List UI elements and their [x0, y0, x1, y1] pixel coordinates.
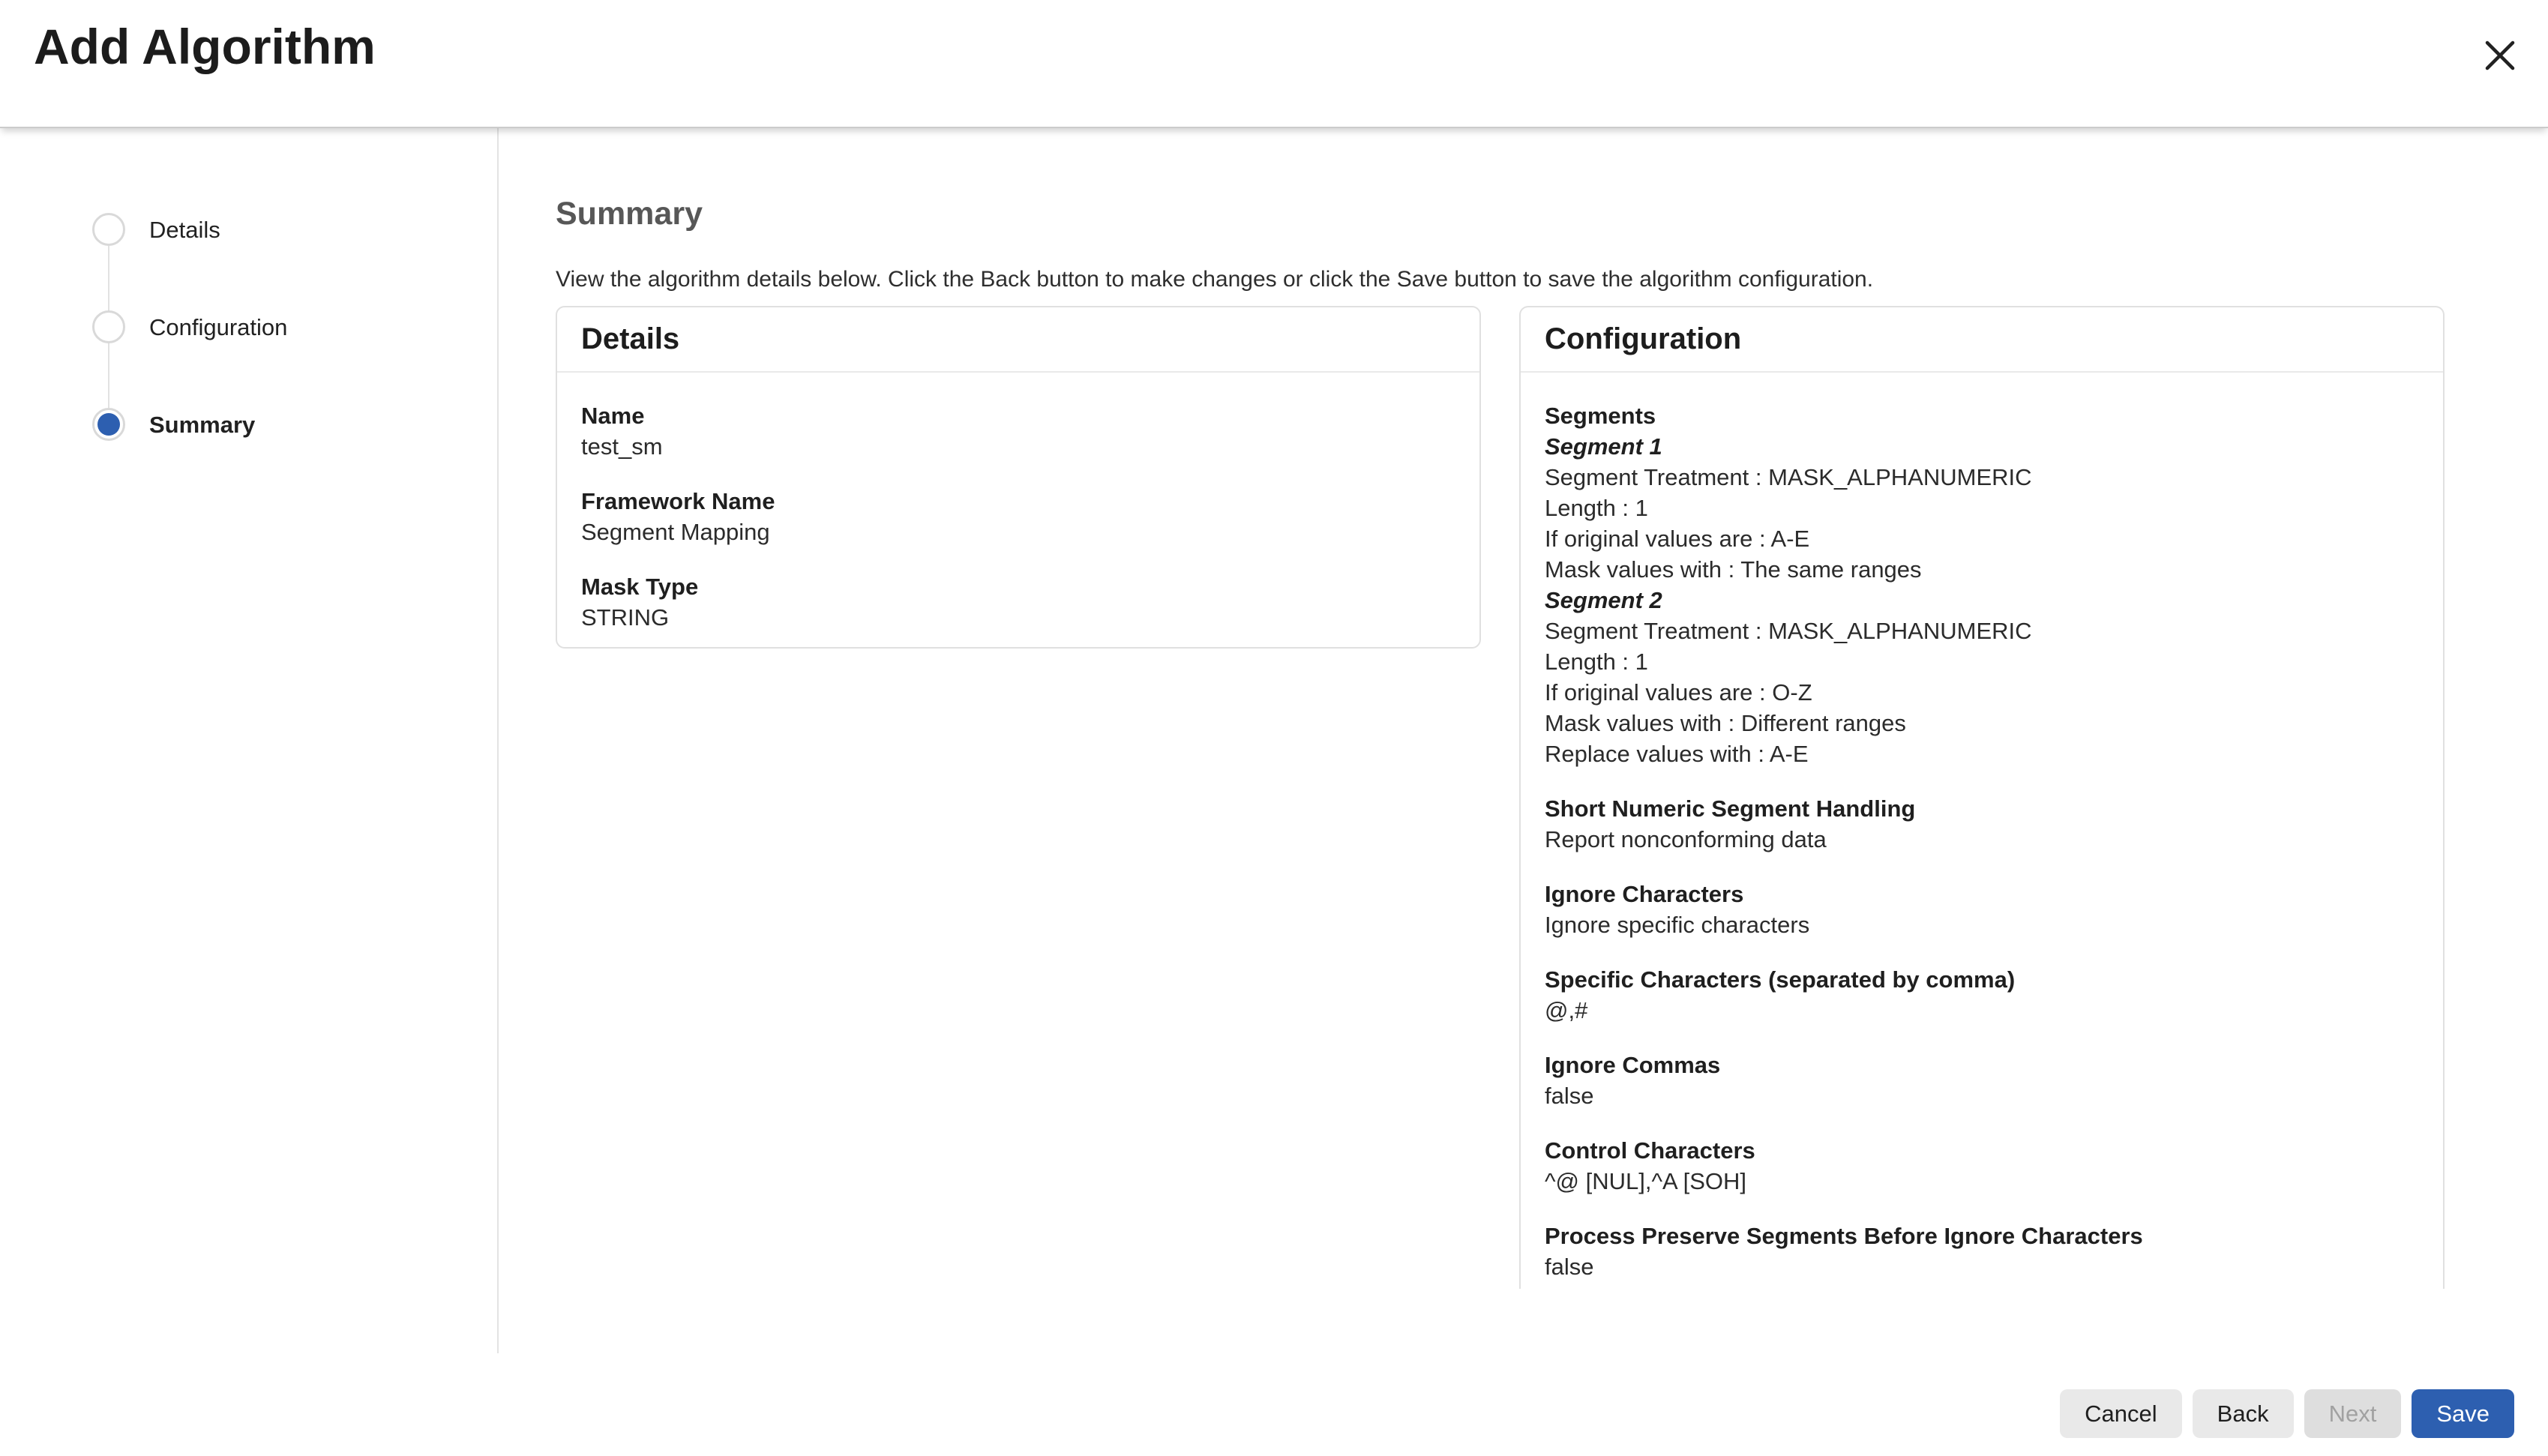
- page-description: View the algorithm details below. Click the Back button to make changes or click the Save button to save the algorithm configuration.: [556, 267, 1874, 292]
- step-label: Configuration: [149, 313, 288, 340]
- next-button: Next: [2304, 1389, 2402, 1438]
- details-card-body: [557, 373, 1479, 647]
- dialog-footer: [0, 1353, 2548, 1456]
- step-circle-icon: [92, 310, 125, 343]
- field-group: [581, 571, 1455, 633]
- field-label: Framework Name: [581, 488, 775, 514]
- configuration-card-title: Configuration: [1521, 307, 2443, 373]
- step-circle-icon: [92, 213, 125, 246]
- field-group: [581, 486, 1455, 547]
- field-label: Process Preserve Segments Before Ignore Characters: [1545, 1223, 2143, 1249]
- stepper-step-configuration[interactable]: [0, 278, 497, 376]
- segment-detail-line: If original values are : A-E: [1545, 526, 1810, 552]
- stepper-step-summary[interactable]: [0, 376, 497, 473]
- configuration-card-body: [1521, 373, 2443, 1289]
- field-value: false: [1545, 1254, 1594, 1280]
- stepper-step-details[interactable]: [0, 181, 497, 278]
- details-card-title: Details: [557, 307, 1479, 373]
- field-value: Segment Mapping: [581, 519, 770, 545]
- configuration-card: [1519, 306, 2445, 1289]
- close-icon: [2484, 40, 2516, 71]
- wizard-sidebar: [0, 128, 499, 1353]
- segment-detail-line: Length : 1: [1545, 495, 1648, 521]
- field-group: [1545, 1135, 2419, 1197]
- field-label: Ignore Commas: [1545, 1052, 1721, 1078]
- save-button[interactable]: Save: [2412, 1389, 2514, 1438]
- dialog-title: Add Algorithm: [34, 19, 376, 74]
- field-group: [1545, 793, 2419, 855]
- page-title: Summary: [556, 196, 703, 232]
- footer-button-row: [2060, 1389, 2514, 1456]
- field-value: STRING: [581, 604, 670, 631]
- field-value: @,#: [1545, 997, 1588, 1023]
- field-value: test_sm: [581, 433, 663, 460]
- field-group: [581, 400, 1455, 462]
- field-label: Control Characters: [1545, 1137, 1755, 1164]
- step-label: Summary: [149, 411, 256, 438]
- field-group: [1545, 879, 2419, 940]
- segments-heading: Segments: [1545, 403, 1656, 429]
- summary-panel: [499, 128, 2548, 1353]
- segment-detail-line: If original values are : O-Z: [1545, 679, 1812, 706]
- segment-detail-line: Mask values with : The same ranges: [1545, 556, 1922, 583]
- segment-name: Segment 1: [1545, 433, 1662, 460]
- field-label: Mask Type: [581, 574, 699, 600]
- field-value: ^@ [NUL],^A [SOH]: [1545, 1168, 1747, 1194]
- details-card: [556, 306, 1481, 649]
- step-label: Details: [149, 216, 220, 243]
- field-group: [1545, 1221, 2419, 1282]
- close-button[interactable]: [2479, 34, 2521, 76]
- field-label: Short Numeric Segment Handling: [1545, 795, 1916, 822]
- segment-name: Segment 2: [1545, 587, 1662, 613]
- segment-detail-line: Replace values with : A-E: [1545, 741, 1809, 767]
- wizard-stepper: [0, 181, 497, 473]
- field-label: Ignore Characters: [1545, 881, 1744, 907]
- segment-detail-line: Mask values with : Different ranges: [1545, 710, 1906, 736]
- field-value: Ignore specific characters: [1545, 912, 1810, 938]
- segments-block: [1545, 400, 2419, 769]
- segment-detail-line: Segment Treatment : MASK_ALPHANUMERIC: [1545, 618, 2032, 644]
- segment-detail-line: Length : 1: [1545, 649, 1648, 675]
- segment-detail-line: Segment Treatment : MASK_ALPHANUMERIC: [1545, 464, 2032, 490]
- summary-cards: [556, 306, 2548, 1289]
- field-group: [1545, 964, 2419, 1026]
- back-button[interactable]: Back: [2193, 1389, 2294, 1438]
- field-value: Report nonconforming data: [1545, 826, 1827, 852]
- dialog-body: [0, 128, 2548, 1353]
- step-circle-icon: [92, 408, 125, 441]
- field-label: Name: [581, 403, 645, 429]
- field-group: [1545, 1050, 2419, 1111]
- dialog-header: [0, 0, 2548, 128]
- field-label: Specific Characters (separated by comma): [1545, 966, 2016, 993]
- cancel-button[interactable]: Cancel: [2060, 1389, 2182, 1438]
- field-value: false: [1545, 1083, 1594, 1109]
